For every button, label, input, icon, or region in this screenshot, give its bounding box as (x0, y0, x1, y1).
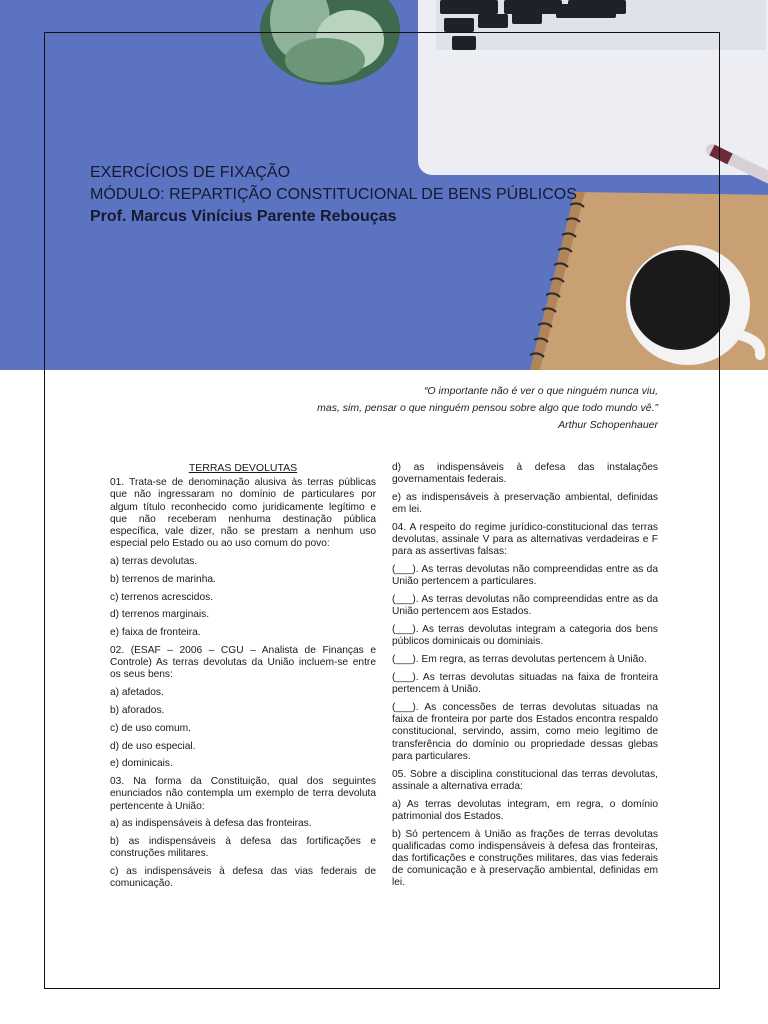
module-title: MÓDULO: REPARTIÇÃO CONSTITUCIONAL DE BENS PÚBLICOS (90, 186, 577, 203)
answer-option: e) dominicais. (110, 758, 173, 770)
answer-option: d) de uso especial. (110, 740, 196, 752)
quote-line-1: “O importante não é ver o que ninguém nunca viu, (423, 385, 658, 397)
answer-option: b) Só pertencem à União as frações de terras devolutas qualificadas como indispensáveis à defesa das fronteiras, das fortificações e construções militares, das vias federais de comunicação e à preservação ambiental, definidas em lei. (392, 828, 658, 889)
true-false-item: (___). As terras devolutas situadas na faixa de fronteira pertencem à União. (392, 672, 658, 696)
quote-line-2: mas, sim, pensar o que ninguém pensou sobre algo que todo mundo vê.” (317, 402, 658, 414)
answer-option: c) as indispensáveis à defesa das vias federais de comunicação. (110, 866, 376, 890)
author-line: Prof. Marcus Vinícius Parente Rebouças (90, 208, 397, 225)
left-column (110, 462, 376, 896)
right-column (392, 462, 658, 895)
answer-option: e) faixa de fronteira. (110, 627, 201, 639)
epigraph-quote (317, 383, 658, 434)
answer-option: d) as indispensáveis à defesa das instalações governamentais federais. (392, 462, 658, 486)
exercise-title: EXERCÍCIOS DE FIXAÇÃO (90, 164, 291, 181)
true-false-item: (___). As terras devolutas não compreendidas entre as da União pertencem a particulares. (392, 564, 658, 588)
true-false-item: (___). As concessões de terras devolutas situadas na faixa de fronteira por parte dos Estados encontra respaldo constitucional, servindo, assim, como meio legítimo de transferência do domínio ou propriedade dessas glebas para particulares. (392, 702, 658, 762)
question-text: 01. Trata-se de denominação alusiva às terras públicas que não ingressaram no domínio de particulares por algum título reconhecido como juridicamente legítimo e que não receberam nenhuma destinação pública específica, vale dizer, não se prestam a nenhum uso especial pelo Estado ou ao uso comum do povo: (110, 477, 376, 550)
true-false-item: (___). As terras devolutas não compreendidas entre as da União pertencem aos Estados. (392, 594, 658, 618)
true-false-item: (___). Em regra, as terras devolutas pertencem à União. (392, 654, 647, 666)
answer-option: c) terrenos acrescidos. (110, 591, 214, 603)
answer-option: c) de uso comum. (110, 722, 191, 734)
answer-option: e) as indispensáveis à preservação ambiental, definidas em lei. (392, 492, 658, 516)
question-text: 05. Sobre a disciplina constitucional das terras devolutas, assinale a alternativa errada: (392, 768, 658, 792)
answer-option: a) As terras devolutas integram, em regra, o domínio patrimonial dos Estados. (392, 798, 658, 822)
answer-option: d) terrenos marginais. (110, 609, 210, 621)
quote-author: Arthur Schopenhauer (558, 419, 658, 431)
title-block (90, 162, 577, 228)
question-text: 03. Na forma da Constituição, qual dos seguintes enunciados não contempla um exemplo de terra devoluta pertencente à União: (110, 776, 376, 812)
answer-option: b) aforados. (110, 705, 165, 716)
answer-option: b) as indispensáveis à defesa das fortificações e construções militares. (110, 836, 376, 860)
true-false-item: (___). As terras devolutas integram a categoria dos bens públicos dominicais ou dominiais. (392, 624, 658, 648)
section-heading: TERRAS DEVOLUTAS (188, 462, 298, 474)
answer-option: a) afetados. (110, 687, 164, 699)
question-text: 02. (ESAF – 2006 – CGU – Analista de Finanças e Controle) As terras devolutas da União incluem-se entre os seus bens: (110, 645, 376, 681)
question-text: 04. A respeito do regime jurídico-constitucional das terras devolutas, assinale V para as alternativas verdadeiras e F para as assertivas falsas: (392, 522, 658, 558)
answer-option: a) terras devolutas. (110, 556, 198, 568)
answer-option: a) as indispensáveis à defesa das fronteiras. (110, 818, 312, 830)
answer-option: b) terrenos de marinha. (110, 573, 216, 585)
